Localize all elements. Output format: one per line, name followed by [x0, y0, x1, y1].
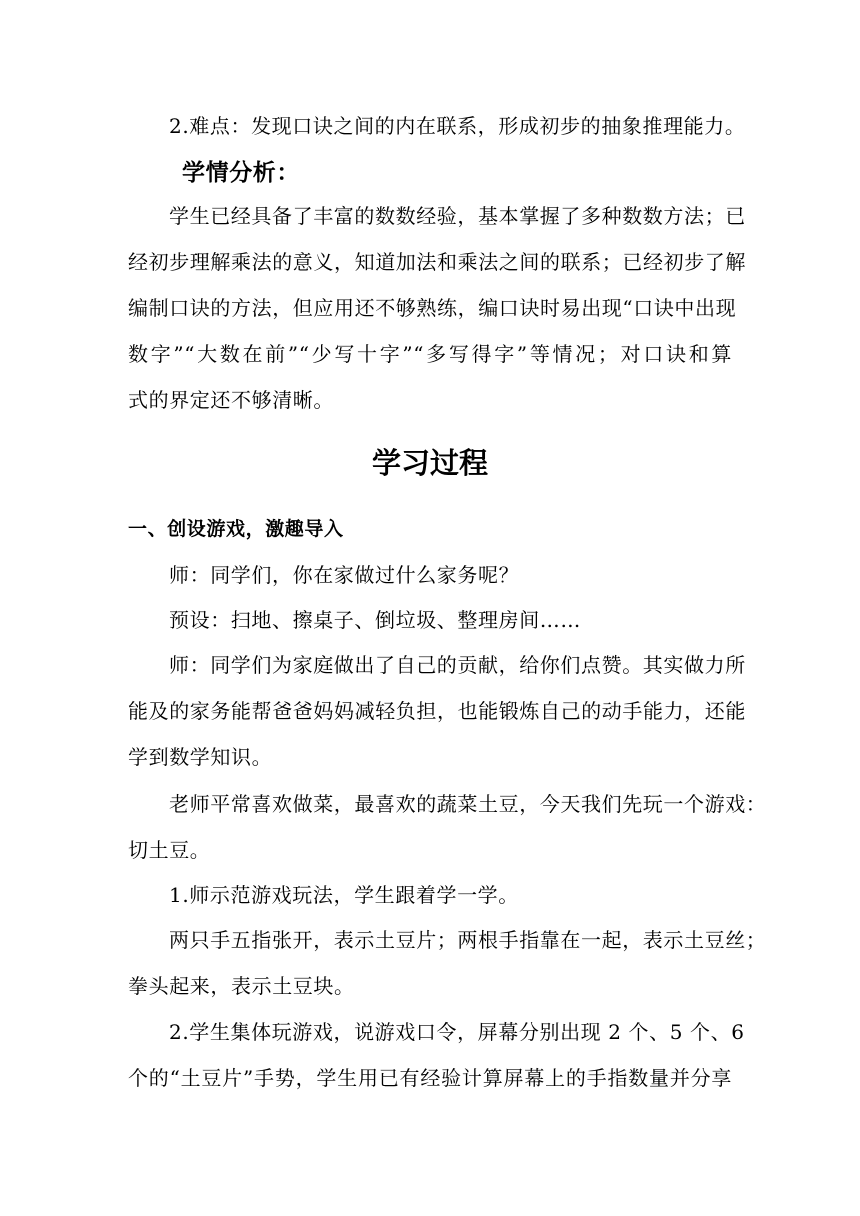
group-game-line: 2.学生集体玩游戏，说游戏口令，屏幕分别出现 2 个、5 个、6: [169, 1020, 745, 1044]
gesture-line: 拳头起来，表示土豆块。: [128, 974, 355, 998]
analysis-line: 编制口诀的方法，但应用还不够熟练，编口诀时易出现“口诀中出现: [128, 296, 737, 320]
praise-line: 学到数学知识。: [128, 745, 273, 769]
analysis-line: 学生已经具备了丰富的数数经验，基本掌握了多种数数方法；已: [169, 204, 746, 228]
game-intro-line: 老师平常喜欢做菜，最喜欢的蔬菜土豆，今天我们先玩一个游戏：: [169, 792, 767, 816]
dialog-paragraph: 师：同学们，你在家做过什么家务呢？: [169, 563, 520, 587]
praise-line: 师：同学们为家庭做出了自己的贡献，给你们点赞。其实做力所: [169, 653, 746, 677]
preset-paragraph: 预设：扫地、擦桌子、倒垃圾、整理房间……: [169, 608, 581, 632]
praise-line: 能及的家务能帮爸爸妈妈减轻负担，也能锻炼自己的动手能力，还能: [128, 699, 746, 723]
gesture-line: 两只手五指张开，表示土豆片；两根手指靠在一起，表示土豆丝；: [169, 928, 767, 952]
analysis-line: 数字”“大数在前”“少写十字”“多写得字”等情况；对口诀和算: [128, 342, 732, 366]
analysis-line: 式的界定还不够清晰。: [128, 388, 334, 412]
difficulty-paragraph: 2.难点：发现口诀之间的内在联系，形成初步的抽象推理能力。: [169, 114, 746, 138]
group-game-line: 个的“土豆片”手势，学生用已有经验计算屏幕上的手指数量并分享: [128, 1066, 732, 1090]
step-heading: 一、创设游戏，激趣导入: [128, 518, 344, 540]
game-intro-line: 切土豆。: [128, 838, 211, 862]
demo-paragraph: 1.师示范游戏玩法，学生跟着学一学。: [169, 883, 519, 907]
analysis-line: 经初步理解乘法的意义，知道加法和乘法之间的联系；已经初步了解: [128, 250, 746, 274]
analysis-heading: 学情分析：: [182, 160, 300, 186]
section-title: 学习过程: [371, 446, 488, 480]
